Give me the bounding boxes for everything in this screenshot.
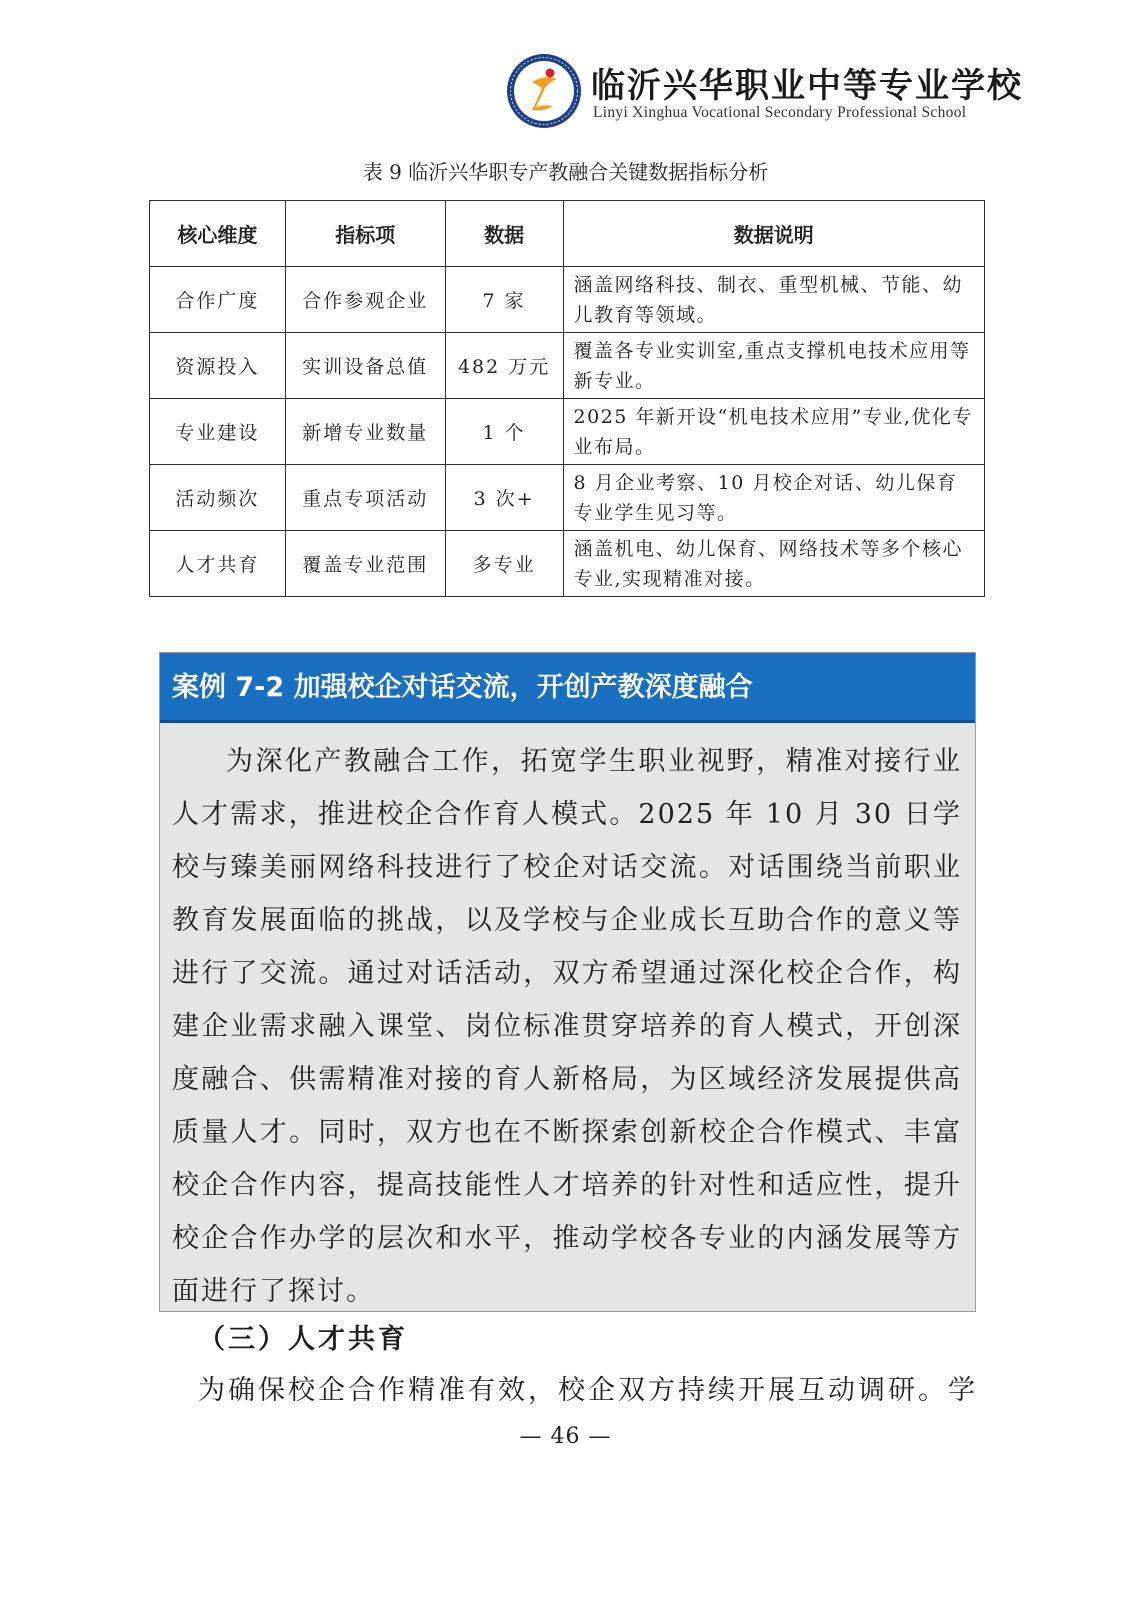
school-name-en: Linyi Xinghua Vocational Secondary Professional School <box>593 104 967 121</box>
description-cell: 8 月企业考察、10 月校企对话、幼儿保育专业学生见习等。 <box>563 465 984 531</box>
school-name-cn: 临沂兴华职业中等专业学校 <box>591 66 1023 106</box>
table-row <box>150 333 985 399</box>
value-cell: 3 次+ <box>445 465 563 531</box>
dimension-cell: 合作广度 <box>150 267 286 333</box>
dimension-cell: 专业建设 <box>150 399 286 465</box>
column-header: 核心维度 <box>150 201 286 267</box>
indicator-cell: 新增专业数量 <box>285 399 445 465</box>
dimension-cell: 活动频次 <box>150 465 286 531</box>
indicator-cell: 合作参观企业 <box>285 267 445 333</box>
page-number: — 46 — <box>519 1424 612 1449</box>
table-caption: 表 9 临沂兴华职专产教融合关键数据指标分析 <box>362 160 769 184</box>
column-header: 指标项 <box>285 201 445 267</box>
metrics-table <box>149 200 985 597</box>
case-title: 案例 7-2 加强校企对话交流，开创产教深度融合 <box>160 653 975 723</box>
section-heading: （三）人才共育 <box>198 1324 408 1355</box>
school-header <box>505 52 1065 132</box>
table-header-row <box>150 201 985 267</box>
description-cell: 覆盖各专业实训室,重点支撑机电技术应用等新专业。 <box>563 333 984 399</box>
indicator-cell: 覆盖专业范围 <box>285 531 445 597</box>
table-row <box>150 267 985 333</box>
table-row <box>150 465 985 531</box>
case-body: 为深化产教融合工作，拓宽学生职业视野，精准对接行业人才需求，推进校企合作育人模式。2025 年 10 月 30 日学校与臻美丽网络科技进行了校企对话交流。对话围绕当前职业教育发展面临的挑战，以及学校与企业成长互助合作的意义等进行了交流。通过对话活动，双方希望通过深化校企合作，构建企业需求融入课堂、岗位标准贯穿培养的育人模式，开创深度融合、供需精准对接的育人新格局，为区域经济发展提供高质量人才。同时，双方也在不断探索创新校企合作模式、丰富校企合作内容，提高技能性人才培养的针对性和适应性，提升校企合作办学的层次和水平，推动学校各专业的内涵发展等方面进行了探讨。 <box>172 746 962 1307</box>
value-cell: 多专业 <box>445 531 563 597</box>
column-header: 数据 <box>445 201 563 267</box>
value-cell: 482 万元 <box>445 333 563 399</box>
description-cell: 涵盖网络科技、制衣、重型机械、节能、幼儿教育等领域。 <box>563 267 984 333</box>
dimension-cell: 人才共育 <box>150 531 286 597</box>
body-paragraph: 为确保校企合作精准有效，校企双方持续开展互动调研。学 <box>198 1375 978 1406</box>
description-cell: 涵盖机电、幼儿保育、网络技术等多个核心专业,实现精准对接。 <box>563 531 984 597</box>
value-cell: 7 家 <box>445 267 563 333</box>
description-cell: 2025 年新开设“机电技术应用”专业,优化专业布局。 <box>563 399 984 465</box>
table-row <box>150 531 985 597</box>
indicator-cell: 重点专项活动 <box>285 465 445 531</box>
indicator-cell: 实训设备总值 <box>285 333 445 399</box>
dimension-cell: 资源投入 <box>150 333 286 399</box>
case-study-box <box>159 652 976 1312</box>
value-cell: 1 个 <box>445 399 563 465</box>
table-row <box>150 399 985 465</box>
column-header: 数据说明 <box>563 201 984 267</box>
school-logo-icon <box>505 52 583 130</box>
